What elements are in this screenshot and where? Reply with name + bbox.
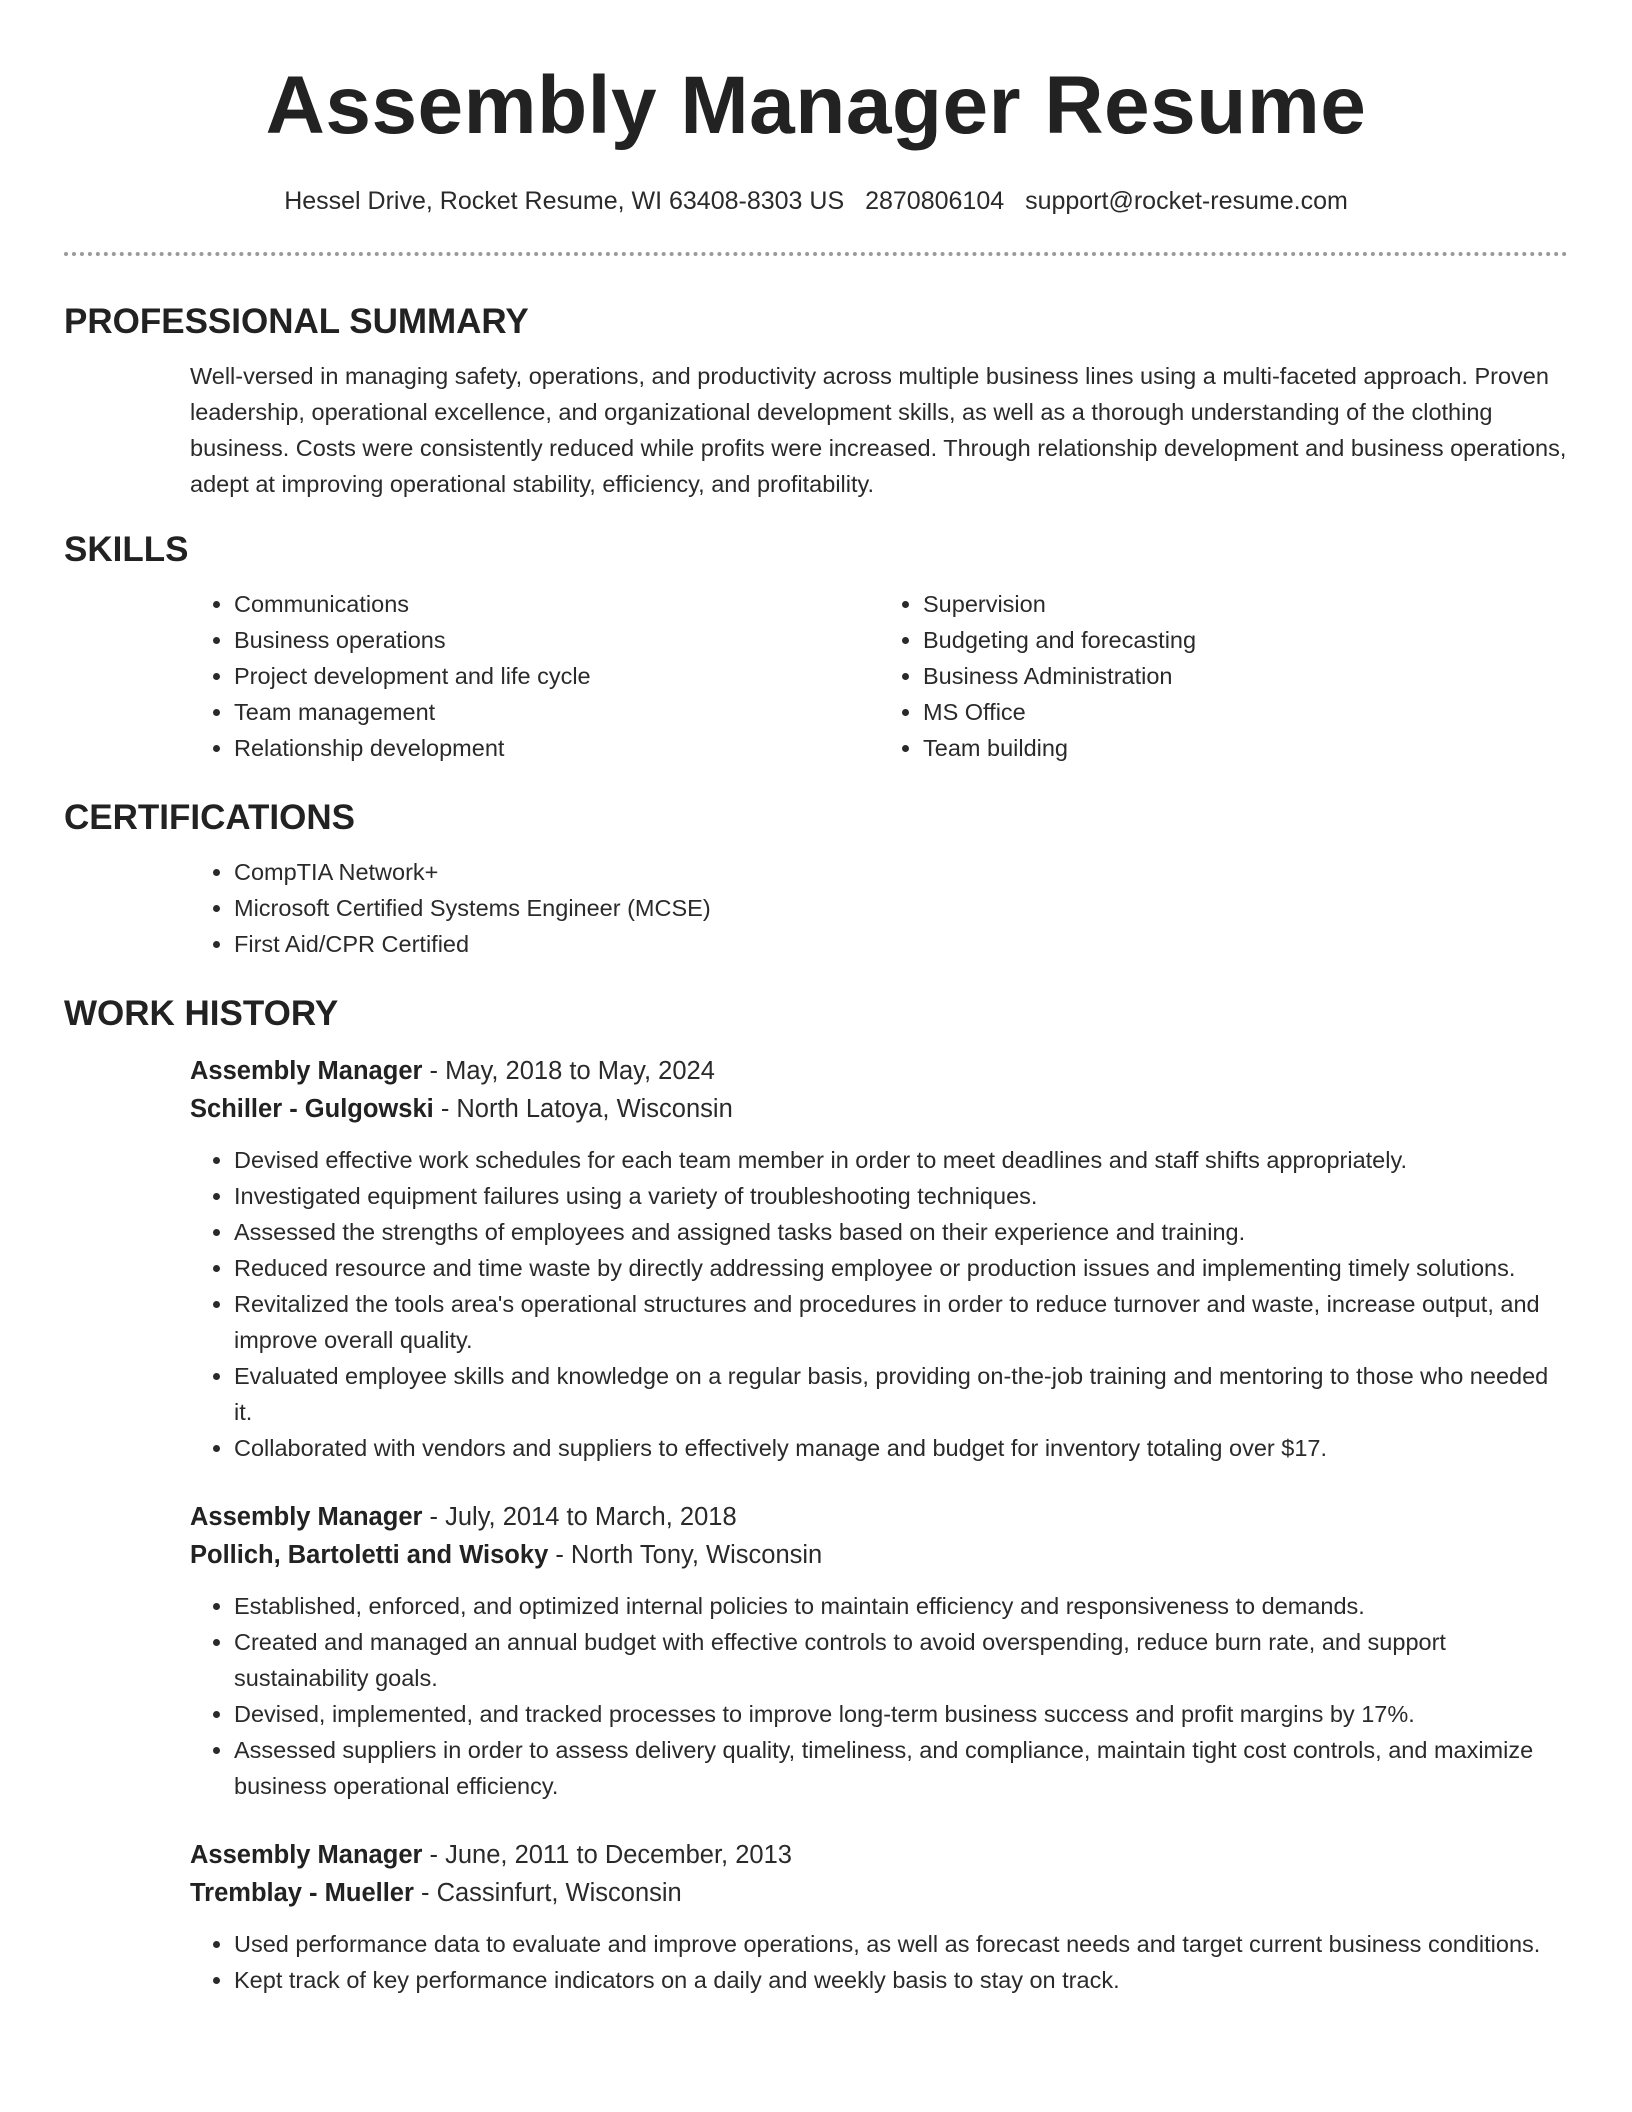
skill-item: • Supervision: [923, 586, 1568, 622]
skills-list-left: [190, 586, 879, 766]
certification-item: • Microsoft Certified Systems Engineer (MCSE): [234, 890, 1568, 926]
skill-item: • Project development and life cycle: [234, 658, 879, 694]
job-company-line: [190, 1090, 1568, 1128]
job-bullet: • Kept track of key performance indicators on a daily and weekly basis to stay on track.: [234, 1962, 1568, 1998]
job-role: Assembly Manager: [190, 1841, 423, 1869]
skill-item: • Relationship development: [234, 730, 879, 766]
job-location: - Cassinfurt, Wisconsin: [413, 1879, 682, 1907]
job-bullet: • Established, enforced, and optimized internal policies to maintain efficiency and responsiveness to demands.: [234, 1588, 1568, 1624]
skill-item: • Business operations: [234, 622, 879, 658]
certifications-heading: CERTIFICATIONS: [64, 798, 356, 837]
certification-item: • First Aid/CPR Certified: [234, 926, 1568, 962]
skills-heading: SKILLS: [64, 530, 189, 569]
resume-title: Assembly Manager Resume: [265, 60, 1367, 151]
job-bullet: • Revitalized the tools area's operational structures and procedures in order to reduce turnover and waste, increase output, and improve overall quality.: [234, 1286, 1568, 1358]
summary-heading: PROFESSIONAL SUMMARY: [64, 302, 529, 341]
job-entry: [64, 1836, 1568, 1998]
skill-item: • MS Office: [923, 694, 1568, 730]
job-bullets: [190, 1142, 1568, 1466]
job-dates: - June, 2011 to December, 2013: [422, 1841, 792, 1869]
skills-section: [64, 528, 1568, 766]
job-company-line: [190, 1536, 1568, 1574]
job-role: Assembly Manager: [190, 1503, 423, 1531]
job-bullets: [190, 1588, 1568, 1804]
job-bullet: • Collaborated with vendors and suppliers to effectively manage and budget for inventory totaling over $17.: [234, 1430, 1568, 1466]
contact-address: Hessel Drive, Rocket Resume, WI 63408-8303 US: [284, 187, 845, 215]
summary-section: [64, 300, 1568, 502]
resume-header: [0, 0, 1632, 218]
skills-list-right: [879, 586, 1568, 766]
skill-item: • Budgeting and forecasting: [923, 622, 1568, 658]
job-role-line: [190, 1836, 1568, 1874]
job-company-line: [190, 1874, 1568, 1912]
job-bullet: • Evaluated employee skills and knowledge on a regular basis, providing on-the-job training and mentoring to those who needed it.: [234, 1358, 1568, 1430]
job-dates: - May, 2018 to May, 2024: [422, 1057, 715, 1085]
certifications-list: [190, 854, 1568, 962]
job-role: Assembly Manager: [190, 1057, 423, 1085]
job-bullet: • Devised effective work schedules for each team member in order to meet deadlines and staff shifts appropriately.: [234, 1142, 1568, 1178]
work-history-section: [64, 992, 1568, 1998]
skill-item: • Team building: [923, 730, 1568, 766]
job-company: Pollich, Bartoletti and Wisoky: [190, 1541, 549, 1569]
skill-item: • Communications: [234, 586, 879, 622]
contact-phone: 2870806104: [865, 187, 1005, 215]
job-bullet: • Assessed the strengths of employees and assigned tasks based on their experience and training.: [234, 1214, 1568, 1250]
job-location: - North Tony, Wisconsin: [548, 1541, 823, 1569]
job-dates: - July, 2014 to March, 2018: [422, 1503, 737, 1531]
job-company: Tremblay - Mueller: [190, 1879, 414, 1907]
skill-item: • Business Administration: [923, 658, 1568, 694]
job-entry: [64, 1052, 1568, 1466]
contact-email: support@rocket-resume.com: [1025, 187, 1348, 215]
job-entry: [64, 1498, 1568, 1804]
skill-item: • Team management: [234, 694, 879, 730]
job-bullet: • Devised, implemented, and tracked processes to improve long-term business success and profit margins by 17%.: [234, 1696, 1568, 1732]
job-role-line: [190, 1498, 1568, 1536]
header-divider: [64, 252, 1568, 256]
job-company: Schiller - Gulgowski: [190, 1095, 434, 1123]
job-bullets: [190, 1926, 1568, 1998]
certification-item: • CompTIA Network+: [234, 854, 1568, 890]
job-bullet: • Used performance data to evaluate and improve operations, as well as forecast needs and target current business conditions.: [234, 1926, 1568, 1962]
summary-text: Well-versed in managing safety, operations, and productivity across multiple business lines using a multi-faceted approach. Proven leadership, operational excellence, and organizational development skills, as well as a thorough understanding of the clothing business. Costs were consistently reduced while profits were increased. Through relationship development and business operations, adept at improving operational stability, efficiency, and profitability.: [190, 363, 1567, 497]
contact-line: [0, 184, 1632, 218]
certifications-section: [64, 796, 1568, 962]
job-location: - North Latoya, Wisconsin: [433, 1095, 733, 1123]
job-bullet: • Investigated equipment failures using a variety of troubleshooting techniques.: [234, 1178, 1568, 1214]
job-bullet: • Reduced resource and time waste by directly addressing employee or production issues and implementing timely solutions.: [234, 1250, 1568, 1286]
job-bullet: • Created and managed an annual budget with effective controls to avoid overspending, reduce burn rate, and support sustainability goals.: [234, 1624, 1568, 1696]
job-role-line: [190, 1052, 1568, 1090]
work-history-heading: WORK HISTORY: [64, 994, 339, 1033]
job-bullet: • Assessed suppliers in order to assess delivery quality, timeliness, and compliance, maintain tight cost controls, and maximize business operational efficiency.: [234, 1732, 1568, 1804]
